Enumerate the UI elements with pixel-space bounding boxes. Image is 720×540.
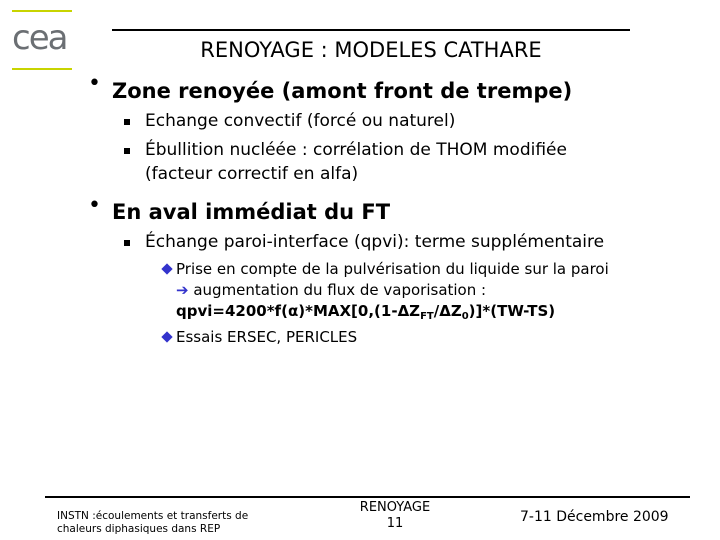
formula-delta: Δ [397, 302, 410, 320]
bullet-item-line1: Ébullition nucléée : corrélation de THOM modifiée [145, 140, 567, 160]
square-bullet-icon [124, 148, 130, 154]
footer-date: 7-11 Décembre 2009 [520, 509, 669, 525]
square-bullet-icon [124, 119, 130, 125]
slide-title: RENOYAGE : MODELES CATHARE [200, 38, 542, 62]
bullet-heading-1: Zone renoyée (amont front de trempe) [112, 79, 573, 103]
formula-subscript: 0 [461, 311, 469, 322]
bullet-heading-2: En aval immédiat du FT [112, 200, 391, 224]
right-arrow-icon: ➔ [176, 281, 189, 299]
bullet-item: Echange convectif (forcé ou naturel) [145, 111, 456, 131]
sub-item-line1: Prise en compte de la pulvérisation du liquide sur la paroi [176, 260, 609, 278]
square-bullet-icon [124, 240, 130, 246]
title-rule [112, 29, 630, 31]
formula-part: )*MAX[0,(1- [298, 302, 398, 320]
footer-course-line1: INSTN :écoulements et transferts de [57, 510, 249, 522]
formula-part: Z [450, 302, 462, 320]
formula-delta: Δ [439, 302, 451, 320]
bullet-item-line2: (facteur correctif en alfa) [145, 164, 359, 184]
bullet-dot-icon: • [88, 193, 101, 218]
sub-item: Essais ERSEC, PERICLES [176, 328, 358, 346]
bullet-item: Échange paroi-interface (qpvi): terme supplémentaire [145, 232, 605, 252]
sub-item-line2-text: augmentation du flux de vaporisation : [188, 281, 487, 299]
diamond-bullet-icon [161, 263, 172, 274]
logo-accent-top [12, 10, 72, 12]
formula-part: Z [409, 302, 421, 320]
sub-item-line2 [176, 280, 486, 300]
formula-part: )]*(TW-TS) [468, 302, 556, 320]
diamond-bullet-icon [161, 331, 172, 342]
footer-course-line2: chaleurs diphasiques dans REP [57, 523, 221, 535]
formula-subscript: FT [420, 311, 434, 322]
formula-alpha: α [287, 302, 299, 320]
footer-page-number: 11 [386, 516, 404, 531]
footer-rule [45, 496, 690, 498]
formula-part: qpvi=4200*f( [176, 302, 288, 320]
cea-logo: cea [12, 18, 67, 58]
formula [176, 301, 555, 327]
footer-course [57, 510, 287, 536]
footer-topic: RENOYAGE [359, 500, 431, 515]
footer-page [345, 500, 445, 532]
bullet-dot-icon: • [88, 71, 101, 96]
formula-part: / [433, 302, 440, 320]
logo-accent-bottom [12, 68, 72, 70]
